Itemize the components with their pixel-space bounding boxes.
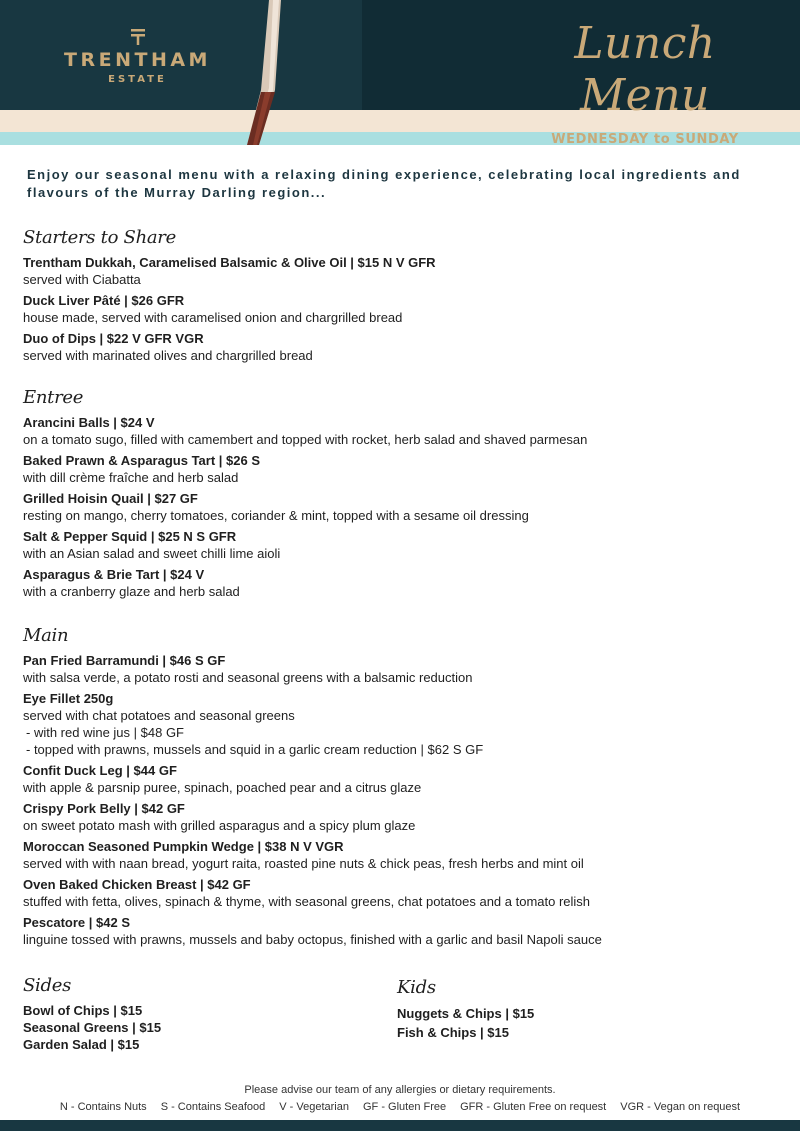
menu-item xyxy=(23,566,783,600)
item-name: Duo of Dips | $22 V GFR VGR xyxy=(23,331,204,346)
kids-item: Fish & Chips | $15 xyxy=(397,1025,509,1040)
item-description: with apple & parsnip puree, spinach, poached pear and a citrus glaze xyxy=(23,780,422,795)
side-item: Seasonal Greens | $15 xyxy=(23,1020,162,1035)
item-name: Crispy Pork Belly | $42 GF xyxy=(23,801,185,816)
item-description: on sweet potato mash with grilled asparagus and a spicy plum glaze xyxy=(23,818,416,833)
legend-item: V - Vegetarian xyxy=(279,1101,349,1113)
menu-item xyxy=(23,292,783,326)
item-description: with salsa verde, a potato rosti and seasonal greens with a balsamic reduction xyxy=(23,670,473,685)
side-item: Garden Salad | $15 xyxy=(23,1037,140,1052)
item-description: house made, served with caramelised onion and chargrilled bread xyxy=(23,310,403,325)
menu-item xyxy=(23,762,783,796)
item-option: - topped with prawns, mussels and squid in a garlic cream reduction | $62 S GF xyxy=(26,742,484,757)
side-item: Bowl of Chips | $15 xyxy=(23,1003,143,1018)
item-name: Pescatore | $42 S xyxy=(23,915,130,930)
intro-text: Enjoy our seasonal menu with a relaxing dining experience, celebrating local ingredients and flavours of the Murray Darling region... xyxy=(27,167,741,200)
section-title: Main xyxy=(23,625,69,646)
item-name: Grilled Hoisin Quail | $27 GF xyxy=(23,491,198,506)
menu-item xyxy=(23,330,783,364)
legend-item: VGR - Vegan on request xyxy=(620,1101,741,1113)
item-name: Asparagus & Brie Tart | $24 V xyxy=(23,567,205,582)
menu-days: WEDNESDAY to SUNDAY xyxy=(551,132,739,147)
brand-name: TRENTHAM xyxy=(64,49,211,71)
menu-item xyxy=(23,914,783,948)
menu-title: Lunch Menu xyxy=(574,18,716,121)
item-description: stuffed with fetta, olives, spinach & thyme, with seasonal greens, chat potatoes and a tomato relish xyxy=(23,894,591,909)
section-kids xyxy=(397,977,727,1042)
menu-item xyxy=(23,838,783,872)
menu-title-block xyxy=(520,18,770,147)
item-name: Salt & Pepper Squid | $25 N S GFR xyxy=(23,529,237,544)
menu-item xyxy=(23,452,783,486)
item-description: served with Ciabatta xyxy=(23,272,141,287)
section-title: Kids xyxy=(397,977,436,998)
footer-bar xyxy=(0,1120,800,1131)
item-name: Confit Duck Leg | $44 GF xyxy=(23,763,177,778)
allergy-note: Please advise our team of any allergies or dietary requirements. xyxy=(244,1084,556,1096)
menu-item xyxy=(23,490,783,524)
menu-item xyxy=(23,876,783,910)
item-option: - with red wine jus | $48 GF xyxy=(26,725,184,740)
kids-item: Nuggets & Chips | $15 xyxy=(397,1006,535,1021)
section-title: Entree xyxy=(23,387,84,408)
legend-item: GF - Gluten Free xyxy=(362,1101,447,1113)
item-name: Duck Liver Pâté | $26 GFR xyxy=(23,293,185,308)
item-name: Oven Baked Chicken Breast | $42 GF xyxy=(23,877,251,892)
section-starters xyxy=(23,227,783,368)
menu-item xyxy=(23,254,783,288)
legend-item: S - Contains Seafood xyxy=(160,1101,266,1113)
trentham-estate-logo xyxy=(55,28,220,85)
item-name: Moroccan Seasoned Pumpkin Wedge | $38 N V VGR xyxy=(23,839,344,854)
item-name: Trentham Dukkah, Caramelised Balsamic & Olive Oil | $15 N V GFR xyxy=(23,255,436,270)
legend-item: N - Contains Nuts xyxy=(59,1101,147,1113)
header-banner xyxy=(0,0,800,145)
menu-item xyxy=(23,528,783,562)
section-title: Sides xyxy=(23,975,72,996)
section-entree xyxy=(23,387,783,604)
item-description: with an Asian salad and sweet chilli lime aioli xyxy=(23,546,281,561)
menu-item xyxy=(23,690,783,758)
item-description: on a tomato sugo, filled with camembert and topped with rocket, herb salad and shaved parmesan xyxy=(23,432,588,447)
item-description: served with with naan bread, yogurt raita, roasted pine nuts & chick peas, fresh herbs and mint oil xyxy=(23,856,584,871)
item-description: with a cranberry glaze and herb salad xyxy=(23,584,240,599)
item-name: Baked Prawn & Asparagus Tart | $26 S xyxy=(23,453,261,468)
item-description: resting on mango, cherry tomatoes, coriander & mint, topped with a sesame oil dressing xyxy=(23,508,529,523)
menu-item xyxy=(23,800,783,834)
legend-item: GFR - Gluten Free on request xyxy=(460,1101,607,1113)
section-sides xyxy=(23,975,353,1053)
item-description: linguine tossed with prawns, mussels and baby octopus, finished with a garlic and basil Napoli sauce xyxy=(23,932,602,947)
item-name: Eye Fillet 250g xyxy=(23,691,114,706)
item-description: with dill crème fraîche and herb salad xyxy=(23,470,239,485)
brand-sub: ESTATE xyxy=(108,74,167,85)
item-name: Pan Fried Barramundi | $46 S GF xyxy=(23,653,226,668)
item-description: served with chat potatoes and seasonal greens xyxy=(23,708,295,723)
dietary-legend xyxy=(0,1101,800,1113)
section-title: Starters to Share xyxy=(23,227,176,248)
wooden-stick-illustration xyxy=(245,0,305,145)
menu-item xyxy=(23,652,783,686)
menu-item xyxy=(23,414,783,448)
item-description: served with marinated olives and chargrilled bread xyxy=(23,348,313,363)
logo-mark-icon xyxy=(129,28,147,46)
section-main xyxy=(23,625,783,952)
item-name: Arancini Balls | $24 V xyxy=(23,415,155,430)
